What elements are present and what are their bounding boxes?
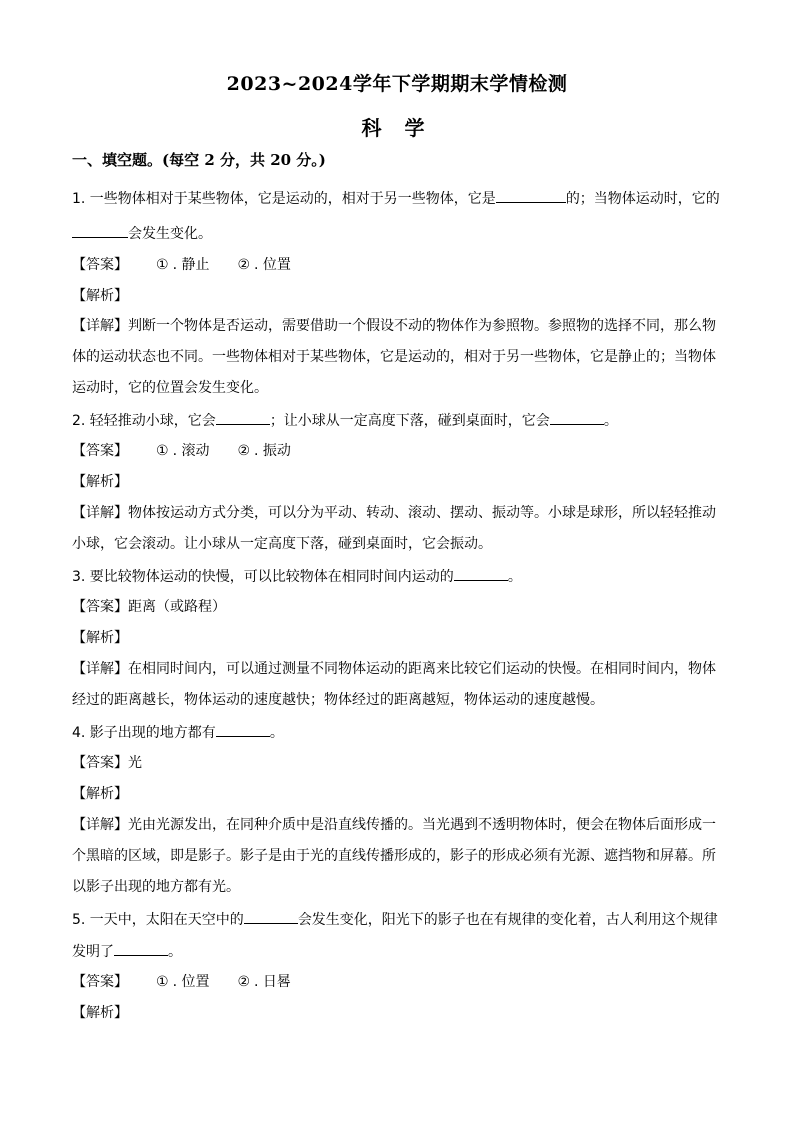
question-text: 发明了 (72, 944, 114, 960)
question-3 (72, 566, 522, 587)
detail-label: 【详解】 (72, 661, 128, 677)
marker-2: ② (237, 974, 251, 990)
answer-label: 【答案】 (72, 755, 128, 771)
answer-value: . 位置 (172, 974, 210, 990)
answer-value: . 静止 (172, 257, 210, 273)
answer-blank (244, 909, 298, 924)
answer-blank (216, 410, 270, 425)
analysis-label: 【解析】 (72, 474, 128, 490)
detail-text: 经过的距离越长，物体运动的速度越快；物体经过的距离越短，物体运动的速度越慢。 (72, 692, 604, 708)
answer-value: 光 (128, 755, 142, 771)
question-text: 会发生变化。 (128, 226, 212, 242)
answer-label: 【答案】 (72, 974, 128, 990)
detail-label: 【详解】 (72, 318, 128, 334)
answer-value: . 振动 (254, 443, 291, 459)
question-text: 。 (168, 944, 182, 960)
question-5 (72, 909, 718, 930)
answer-blank (114, 941, 168, 956)
answer-blank (454, 566, 508, 581)
answer-blank (496, 188, 566, 203)
detail-label: 【详解】 (72, 505, 128, 521)
question-text: 会发生变化，阳光下的影子也在有规律的变化着，古人利用这个规律 (297, 912, 718, 928)
detail-text: 体的运动状态也不同。一些物体相对于某些物体，它是运动的，相对于另一些物体，它是静止的；当物体 (72, 349, 716, 365)
detail-row (72, 503, 716, 523)
question-2 (72, 410, 618, 431)
question-text: 的；当物体运动时，它的 (565, 191, 720, 207)
analysis-label: 【解析】 (72, 1005, 128, 1021)
question-text: 3. 要比较物体运动的快慢，可以比较物体在相同时间内运动的 (72, 569, 454, 585)
detail-text: 运动时，它的位置会发生变化。 (72, 380, 268, 396)
answer-value: . 日晷 (254, 974, 291, 990)
marker-1: ① (156, 257, 169, 273)
marker-1: ① (156, 443, 169, 459)
question-1-cont (72, 223, 212, 244)
question-text: 5. 一天中，太阳在天空中的 (72, 912, 244, 928)
question-text: 4. 影子出现的地方都有 (72, 725, 216, 741)
detail-row (72, 659, 716, 679)
detail-row (72, 815, 716, 835)
answer-row (72, 753, 142, 773)
detail-text: 在相同时间内，可以通过测量不同物体运动的距离来比较它们运动的快慢。在相同时间内，物体 (128, 661, 716, 677)
marker-1: ① (156, 974, 169, 990)
answer-label: 【答案】 (72, 599, 128, 615)
question-text: 。 (507, 569, 522, 585)
answer-row (72, 255, 291, 275)
subject-title: 科 学 (361, 116, 433, 140)
question-1 (72, 188, 720, 209)
question-4 (72, 722, 284, 743)
detail-text: 光由光源发出，在同种介质中是沿直线传播的。当光遇到不透明物体时，便会在物体后面形成一 (128, 817, 716, 833)
detail-text: 物体按运动方式分类，可以分为平动、转动、滚动、摆动、振动等。小球是球形，所以轻轻推动 (128, 505, 716, 521)
answer-blank (216, 722, 270, 737)
detail-text: 判断一个物体是否运动，需要借助一个假设不动的物体作为参照物。参照物的选择不同，那么物 (128, 318, 716, 334)
question-text: 2. 轻轻推动小球，它会 (72, 413, 216, 429)
answer-value: . 滚动 (172, 443, 210, 459)
question-text: ；让小球从一定高度下落，碰到桌面时，它会 (269, 413, 550, 429)
question-text: 1. 一些物体相对于某些物体，它是运动的，相对于另一些物体，它是 (72, 191, 496, 207)
answer-row (72, 972, 291, 992)
answer-blank (72, 223, 128, 238)
detail-text: 个黑暗的区域，即是影子。影子是由于光的直线传播形成的，影子的形成必须有光源、遮挡物和屏幕。所 (72, 848, 716, 864)
analysis-label: 【解析】 (72, 288, 128, 304)
analysis-label: 【解析】 (72, 786, 128, 802)
detail-text: 以影子出现的地方都有光。 (72, 879, 240, 895)
detail-label: 【详解】 (72, 817, 128, 833)
answer-label: 【答案】 (72, 443, 128, 459)
answer-row (72, 441, 291, 461)
detail-row (72, 316, 716, 336)
marker-2: ② (237, 257, 251, 273)
section-heading: 一、填空题。(每空 2 分，共 20 分。) (72, 151, 326, 169)
question-text: 。 (269, 725, 284, 741)
answer-value: . 位置 (254, 257, 291, 273)
question-5-cont (72, 941, 182, 962)
analysis-label: 【解析】 (72, 630, 128, 646)
page-title: 2023~2024学年下学期期末学情检测 (226, 73, 568, 95)
answer-blank (550, 410, 604, 425)
question-text: 。 (603, 413, 618, 429)
answer-label: 【答案】 (72, 257, 128, 273)
answer-value: 距离（或路程） (128, 599, 226, 615)
answer-row (72, 597, 226, 617)
marker-2: ② (237, 443, 251, 459)
detail-text: 小球，它会滚动。让小球从一定高度下落，碰到桌面时，它会振动。 (72, 536, 492, 552)
